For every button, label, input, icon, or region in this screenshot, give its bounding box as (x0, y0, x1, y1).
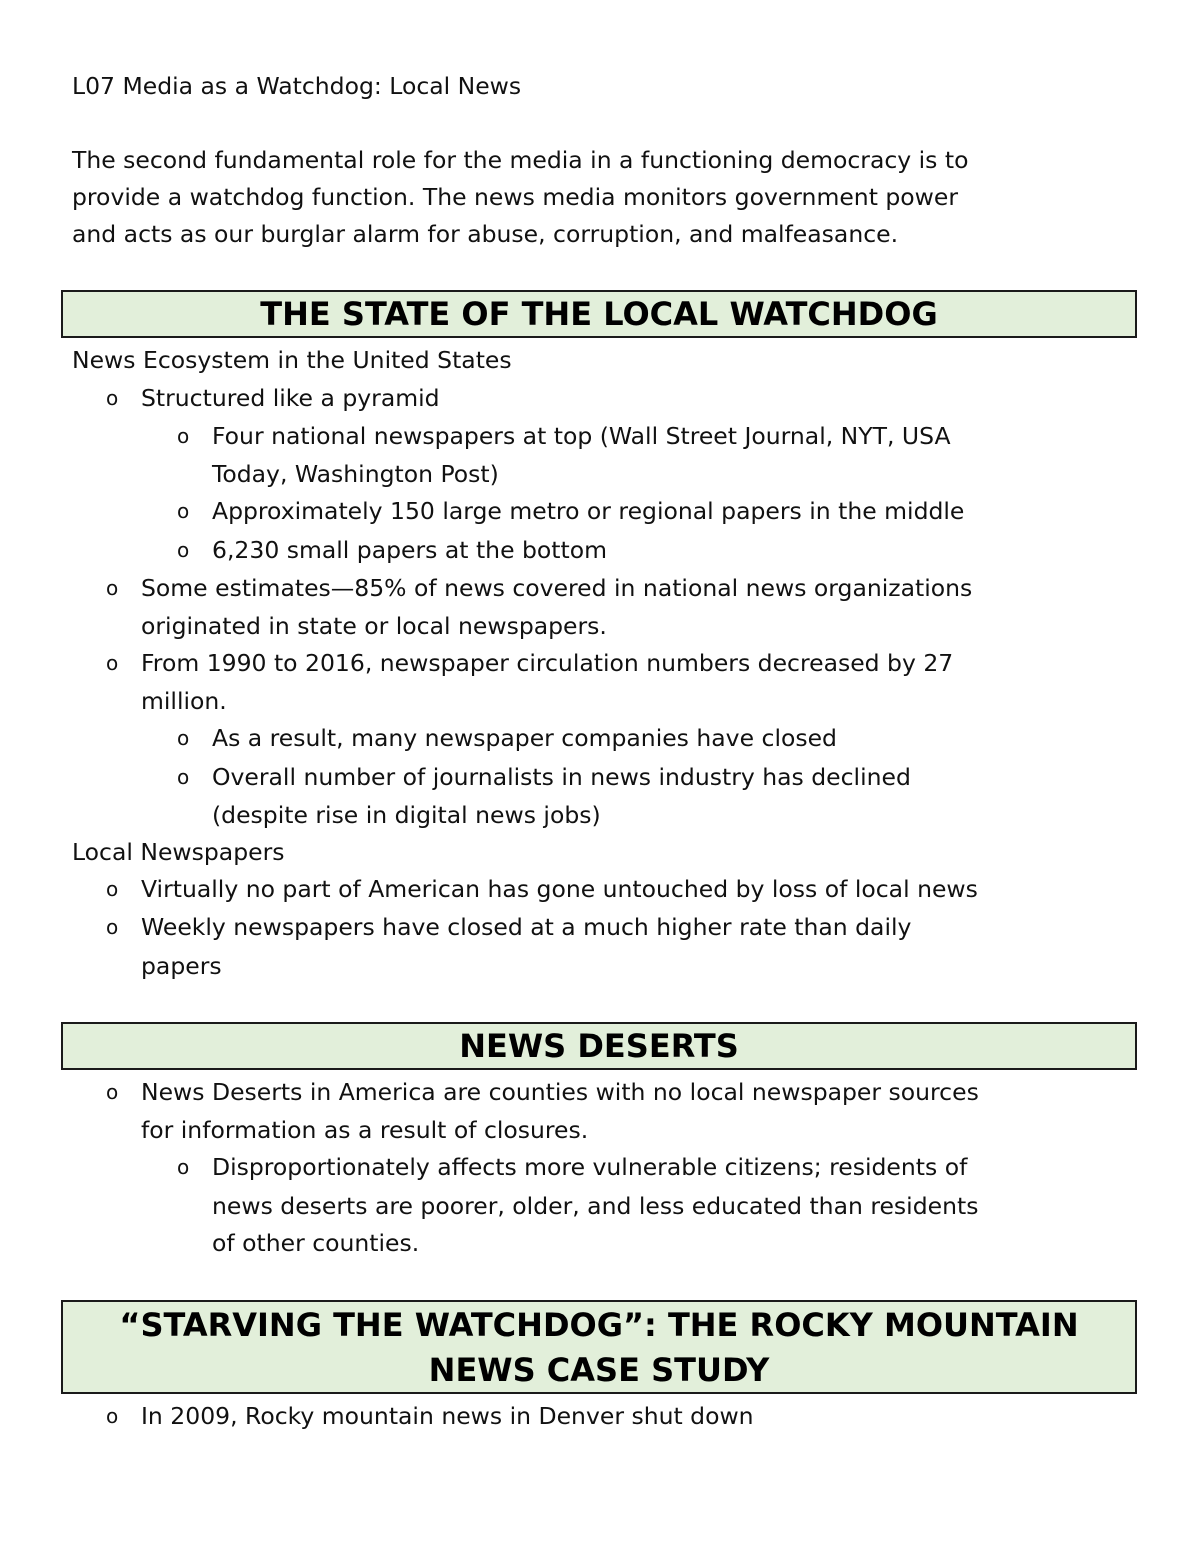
bullet-marker: o (177, 499, 190, 523)
bullet-marker: o (106, 576, 119, 600)
intro-line: provide a watchdog function. The news media monitors government power (72, 183, 959, 212)
bullet-item (177, 532, 607, 570)
bullet-text: Approximately 150 large metro or regional papers in the middle (212, 497, 965, 525)
bullet-item (106, 645, 954, 683)
bullet-text: 6,230 small papers at the bottom (212, 536, 607, 564)
bullet-continuation: Today, Washington Post) (212, 460, 499, 488)
bullet-item (106, 1398, 754, 1436)
section-heading-local-watchdog (61, 290, 1137, 338)
bullet-continuation: news deserts are poorer, older, and less educated than residents (212, 1192, 979, 1220)
bullet-text: Weekly newspapers have closed at a much higher rate than daily (141, 913, 912, 941)
bullet-text: Overall number of journalists in news industry has declined (212, 763, 911, 791)
section-heading-text: NEWS DESERTS (459, 1027, 739, 1065)
bullet-continuation: for information as a result of closures. (141, 1116, 589, 1144)
bullet-item (106, 909, 912, 947)
bullet-item (177, 759, 911, 797)
bullet-text: Four national newspapers at top (Wall Street Journal, NYT, USA (212, 422, 951, 450)
bullet-continuation: (despite rise in digital news jobs) (212, 801, 601, 829)
bullet-text: Virtually no part of American has gone untouched by loss of local news (141, 875, 978, 903)
bullet-item (177, 418, 951, 456)
subheading-local-newspapers: Local Newspapers (72, 838, 285, 866)
intro-paragraph (72, 142, 1142, 254)
bullet-marker: o (106, 651, 119, 675)
bullet-text: From 1990 to 2016, newspaper circulation numbers decreased by 27 (141, 649, 954, 677)
bullet-marker: o (177, 424, 190, 448)
bullet-continuation: million. (141, 687, 227, 715)
bullet-text: In 2009, Rocky mountain news in Denver shut down (141, 1402, 754, 1430)
bullet-marker: o (177, 765, 190, 789)
bullet-item (106, 570, 973, 608)
section-heading-news-deserts (61, 1022, 1137, 1070)
bullet-continuation: papers (141, 952, 222, 980)
bullet-marker: o (106, 1080, 119, 1104)
subheading-news-ecosystem: News Ecosystem in the United States (72, 346, 512, 374)
bullet-marker: o (177, 538, 190, 562)
section-heading-rocky-mountain (61, 1300, 1137, 1394)
bullet-text: Some estimates—85% of news covered in national news organizations (141, 574, 973, 602)
bullet-marker: o (177, 1155, 190, 1179)
intro-line: The second fundamental role for the media in a functioning democracy is to (72, 146, 969, 174)
bullet-continuation: originated in state or local newspapers. (141, 612, 607, 640)
bullet-item (177, 720, 837, 758)
bullet-text: Disproportionately affects more vulnerable citizens; residents of (212, 1153, 968, 1181)
bullet-marker: o (177, 726, 190, 750)
bullet-text: News Deserts in America are counties with no local newspaper sources (141, 1078, 979, 1106)
bullet-item (106, 871, 978, 909)
section-heading-text: NEWS CASE STUDY (428, 1351, 770, 1389)
section-heading-text: “STARVING THE WATCHDOG”: THE ROCKY MOUNTAIN (119, 1306, 1079, 1344)
bullet-marker: o (106, 1404, 119, 1428)
bullet-marker: o (106, 915, 119, 939)
bullet-item (177, 493, 965, 531)
intro-line: and acts as our burglar alarm for abuse, corruption, and malfeasance. (72, 220, 899, 249)
bullet-marker: o (106, 877, 119, 901)
document-title: L07 Media as a Watchdog: Local News (72, 72, 522, 100)
bullet-text: As a result, many newspaper companies have closed (212, 724, 837, 752)
bullet-continuation: of other counties. (212, 1229, 420, 1257)
bullet-item (177, 1149, 968, 1187)
bullet-marker: o (106, 386, 119, 410)
bullet-item (106, 380, 440, 418)
section-heading-text: THE STATE OF THE LOCAL WATCHDOG (260, 295, 938, 333)
bullet-text: Structured like a pyramid (141, 384, 440, 412)
bullet-item (106, 1074, 979, 1112)
